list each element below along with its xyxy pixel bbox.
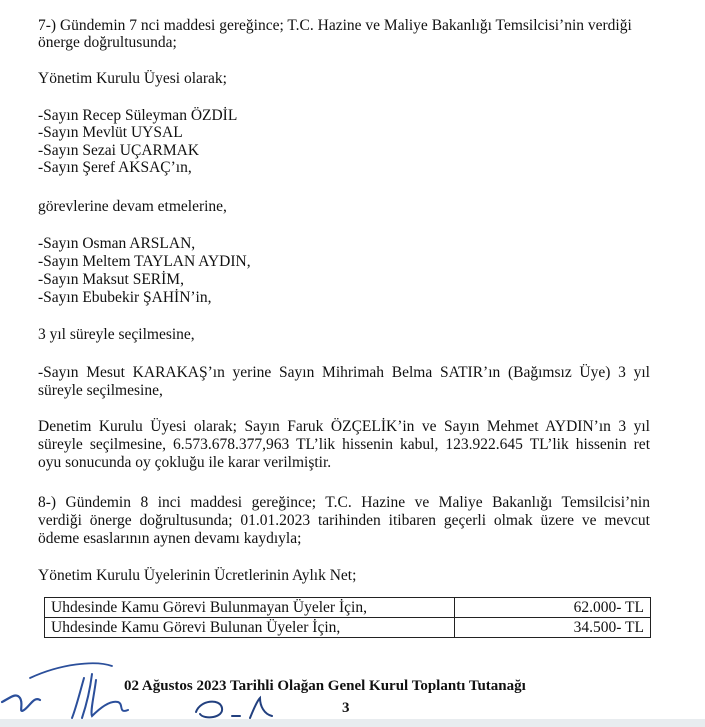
election-text: 3 yıl süreyle seçilmesine, bbox=[38, 326, 195, 343]
page-number: 3 bbox=[342, 700, 350, 716]
audit-line2: süreyle seçilmesine, 6.573.678.377,963 TL’lik hissenin kabul, 123.922.645 TL’lik hissenin ret bbox=[38, 436, 650, 453]
audit-line3: oyu sonucunda oy çokluğu ile karar verilmiştir. bbox=[38, 454, 332, 471]
continuing-member: -Sayın Sezai UÇARMAK bbox=[38, 142, 200, 159]
continuing-member: -Sayın Mevlüt UYSAL bbox=[38, 124, 183, 141]
new-member: -Sayın Ebubekir ŞAHİN’in, bbox=[38, 289, 212, 306]
fees-table bbox=[44, 597, 651, 638]
item8-line1: 8-) Gündemin 8 inci maddesi gereğince; T.C. Hazine ve Maliye Bakanlığı Temsilcisi’nin bbox=[38, 494, 650, 511]
board-intro: Yönetim Kurulu Üyesi olarak; bbox=[38, 70, 227, 87]
fee-amount: 34.500- TL bbox=[455, 618, 651, 638]
audit-line1: Denetim Kurulu Üyesi olarak; Sayın Faruk ÖZÇELİK’in ve Sayın Mehmet AYDIN’ın 3 yıl bbox=[38, 418, 650, 435]
table-row bbox=[45, 618, 651, 638]
new-member: -Sayın Maksut SERİM, bbox=[38, 271, 184, 288]
table-row bbox=[45, 598, 651, 618]
continuing-member: -Sayın Recep Süleyman ÖZDİL bbox=[38, 107, 238, 124]
footer-title: 02 Ağustos 2023 Tarihli Olağan Genel Kurul Toplantı Tutanağı bbox=[124, 678, 526, 694]
item7-heading-line2: önerge doğrultusunda; bbox=[38, 34, 177, 51]
continuing-text: görevlerine devam etmelerine, bbox=[38, 198, 227, 215]
item8-line3: ödeme esaslarının aynen devamı kaydıyla; bbox=[38, 530, 302, 547]
fees-intro: Yönetim Kurulu Üyelerinin Ücretlerinin Aylık Net; bbox=[38, 567, 357, 584]
fee-amount: 62.000- TL bbox=[455, 598, 651, 618]
bottom-strip bbox=[0, 719, 705, 727]
replacement-line1: -Sayın Mesut KARAKAŞ’ın yerine Sayın Mihrimah Belma SATIR’ın (Bağımsız Üye) 3 yıl bbox=[38, 364, 650, 381]
new-member: -Sayın Osman ARSLAN, bbox=[38, 235, 196, 252]
continuing-member: -Sayın Şeref AKSAÇ’ın, bbox=[38, 159, 192, 176]
fee-label: Uhdesinde Kamu Görevi Bulunan Üyeler İçin, bbox=[45, 618, 455, 638]
item8-line2: verdiği önerge doğrultusunda; 01.01.2023 tarihinden itibaren geçerli olmak üzere ve mevcut bbox=[38, 512, 650, 529]
replacement-line2: süreyle seçilmesine, bbox=[38, 382, 163, 399]
fee-label: Uhdesinde Kamu Görevi Bulunmayan Üyeler İçin, bbox=[45, 598, 455, 618]
item7-heading-line1: 7-) Gündemin 7 nci maddesi gereğince; T.C. Hazine ve Maliye Bakanlığı Temsilcisi’nin verdiği bbox=[38, 17, 632, 34]
new-member: -Sayın Meltem TAYLAN AYDIN, bbox=[38, 253, 251, 270]
